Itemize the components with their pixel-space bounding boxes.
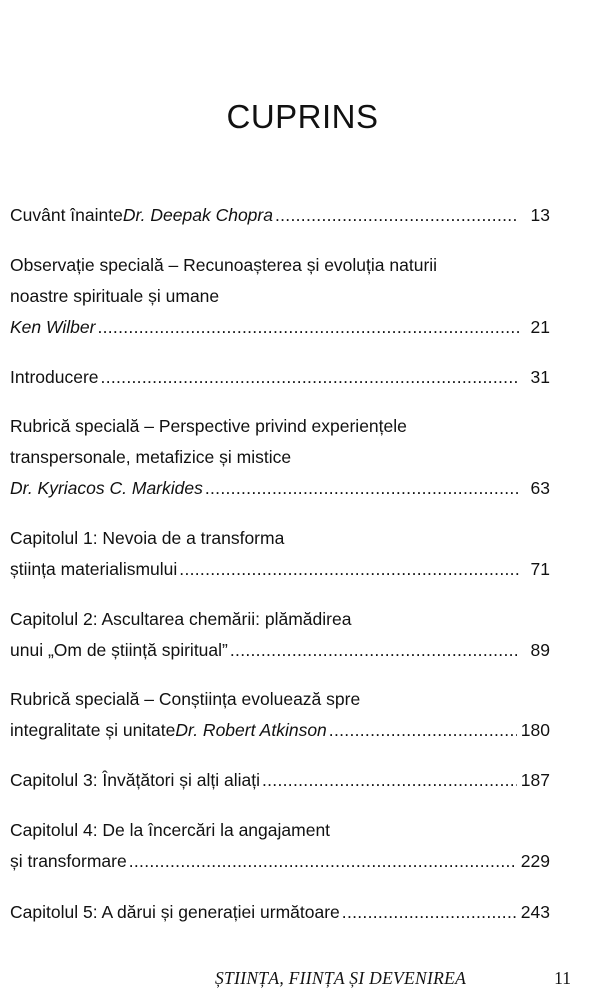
toc-entry-page-number: 243 — [520, 902, 550, 922]
dot-leader — [329, 715, 517, 746]
toc-entry-special-observation — [10, 250, 550, 343]
toc-entry-title: știința materialismului — [10, 559, 178, 579]
dot-leader — [179, 554, 518, 585]
toc-entry-special-section-perspectives — [10, 411, 550, 504]
toc-entry-chapter-5 — [10, 897, 550, 928]
toc-entry-chapter-1 — [10, 523, 550, 585]
toc-entry-chapter-3 — [10, 765, 550, 796]
toc-entry-author: Dr. Kyriacos C. Markides — [10, 478, 203, 498]
dot-leader — [230, 635, 519, 666]
toc-entry-page-number: 63 — [530, 478, 550, 498]
toc-entry-title: integralitate și unitate — [10, 720, 176, 740]
dot-leader — [129, 846, 517, 877]
toc-line — [10, 200, 550, 231]
toc-line — [10, 846, 550, 877]
page-title: CUPRINS — [226, 98, 379, 135]
toc-line: Capitolul 2: Ascultarea chemării: plămădirea — [10, 609, 352, 629]
toc-entry-page-number: 89 — [530, 640, 550, 660]
toc-entry-title: Introducere — [10, 367, 99, 387]
toc-entry-foreword — [10, 200, 550, 231]
toc-line: Capitolul 1: Nevoia de a transforma — [10, 528, 285, 548]
toc-line — [10, 765, 550, 796]
dot-leader — [275, 200, 519, 231]
toc-entry-introduction — [10, 362, 550, 393]
dot-leader — [205, 473, 519, 504]
toc-line — [10, 897, 550, 928]
toc-entry-chapter-2 — [10, 604, 550, 666]
toc-entry-author: Ken Wilber — [10, 317, 96, 337]
toc-line — [10, 473, 550, 504]
toc-line: Rubrică specială – Perspective privind experiențele — [10, 416, 407, 436]
toc-entry-special-section-consciousness — [10, 684, 550, 746]
dot-leader — [262, 765, 517, 796]
toc-entry-title: Capitolul 5: A dărui și generației următoare — [10, 902, 340, 922]
toc-entry-page-number: 229 — [520, 851, 550, 871]
toc-entry-page-number: 180 — [520, 720, 550, 740]
toc-line: transpersonale, metafizice și mistice — [10, 447, 292, 467]
toc-line: Rubrică specială – Conștiința evoluează spre — [10, 689, 361, 709]
toc-line — [10, 635, 550, 666]
dot-leader — [342, 897, 517, 928]
toc-line — [10, 715, 550, 746]
toc-entry-page-number: 31 — [530, 367, 550, 387]
dot-leader — [97, 312, 518, 343]
toc-entry-title: și transformare — [10, 851, 127, 871]
toc-entry-page-number: 187 — [520, 770, 550, 790]
toc-entry-page-number: 13 — [530, 205, 550, 225]
running-footer-book-title: ȘTIINȚA, FIINȚA ȘI DEVENIREA — [215, 968, 467, 988]
toc-line: noastre spirituale și umane — [10, 286, 220, 306]
dot-leader — [101, 362, 519, 393]
toc-line — [10, 362, 550, 393]
toc-entry-author: Dr. Deepak Chopra — [122, 205, 273, 225]
toc-entry-chapter-4 — [10, 815, 550, 877]
toc-entry-title: Capitolul 3: Învățători și alți aliați — [10, 770, 260, 790]
toc-line — [10, 312, 550, 343]
footer-page-number: 11 — [554, 968, 571, 988]
toc-line: Capitolul 4: De la încercări la angajament — [10, 820, 331, 840]
toc-entry-page-number: 71 — [530, 559, 550, 579]
toc-entry-title: Cuvânt înainte — [10, 205, 123, 225]
toc-entry-author: Dr. Robert Atkinson — [175, 720, 327, 740]
toc-line — [10, 554, 550, 585]
toc-entry-title: unui „Om de știință spiritual” — [10, 640, 228, 660]
toc-line: Observație specială – Recunoașterea și evoluția naturii — [10, 255, 438, 275]
toc-entry-page-number: 21 — [530, 317, 550, 337]
